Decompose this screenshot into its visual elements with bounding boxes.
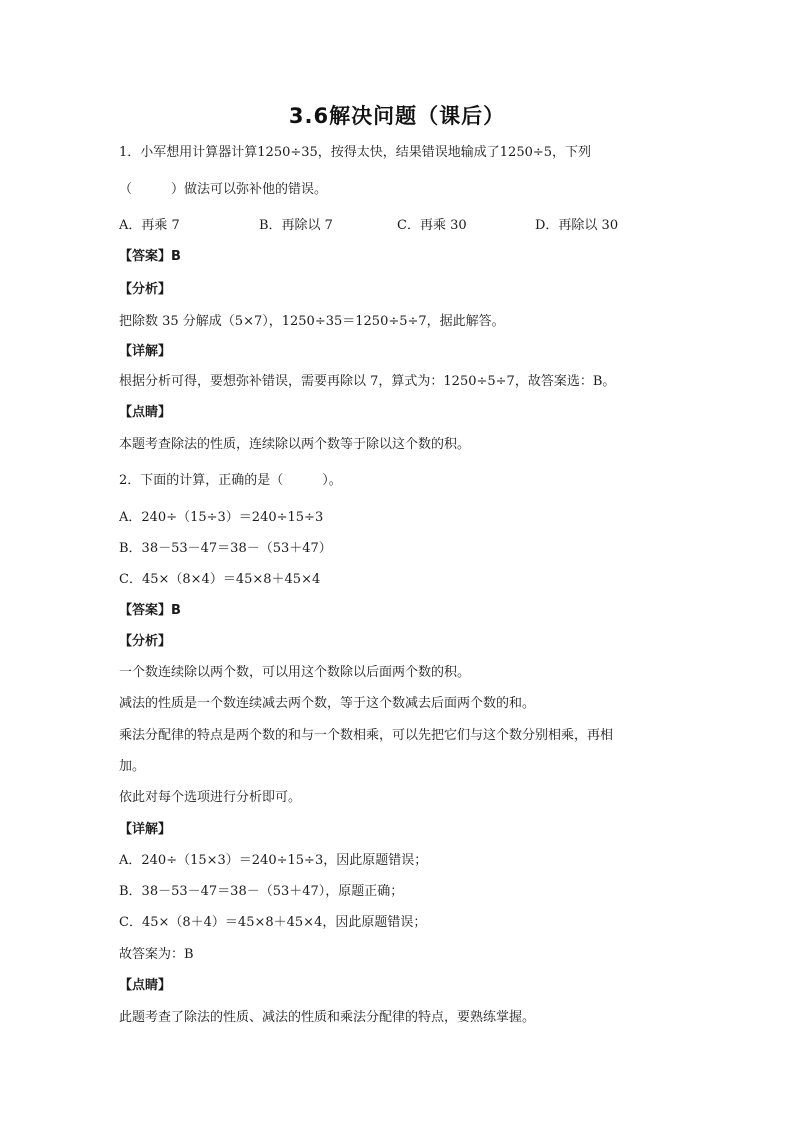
q2-comment: 此题考查了除法的性质、减法的性质和乘法分配律的特点，要熟练掌握。 <box>119 1010 536 1025</box>
q2-analysis-line: 一个数连续除以两个数，可以用这个数除以后面两个数的积。 <box>119 665 471 680</box>
q1-option-c: C．再乘 30 <box>397 218 467 233</box>
q2-detail-head: 【详解】 <box>119 822 172 837</box>
q1-option-d: D．再除以 30 <box>535 218 619 233</box>
q2-answer: 【答案】B <box>119 603 181 618</box>
q2-analysis-head: 【分析】 <box>119 634 172 649</box>
q1-detail: 根据分析可得，要想弥补错误，需要再除以 7，算式为：1250÷5÷7，故答案选：B。 <box>119 374 616 389</box>
q2-detail-line: B．38－53－47＝38－（53＋47），原题正确； <box>119 884 404 899</box>
q2-option-a: A．240÷（15÷3）＝240÷15÷3 <box>119 510 324 525</box>
q2-analysis-line: 依此对每个选项进行分析即可。 <box>119 790 302 805</box>
q1-answer: 【答案】B <box>119 249 181 264</box>
q2-option-b: B．38－53－47＝38－（53＋47） <box>119 541 332 556</box>
q2-analysis-line: 减法的性质是一个数连续减去两个数，等于这个数减去后面两个数的和。 <box>119 696 536 711</box>
q1-comment-head: 【点睛】 <box>119 405 172 420</box>
q2-comment-head: 【点睛】 <box>119 978 172 993</box>
q2-analysis-line: 加。 <box>119 759 146 774</box>
q2-detail-line: A．240÷（15×3）＝240÷15÷3，因此原题错误； <box>119 853 428 868</box>
q2-option-c: C．45×（8×4）＝45×8＋45×4 <box>119 572 321 587</box>
q2-detail-line: C．45×（8＋4）＝45×8＋45×4，因此原题错误； <box>119 915 427 930</box>
q1-analysis-head: 【分析】 <box>119 282 172 297</box>
q1-comment: 本题考查除法的性质，连续除以两个数等于除以这个数的积。 <box>119 437 471 452</box>
q2-detail-line: 故答案为：B <box>119 947 194 962</box>
q2-stem: 2．下面的计算，正确的是（ ）。 <box>119 473 342 488</box>
q1-stem-line2: （ ）做法可以弥补他的错误。 <box>119 182 328 197</box>
page-title: 3.6解决问题（课后） <box>288 104 506 128</box>
q2-analysis-line: 乘法分配律的特点是两个数的和与一个数相乘，可以先把它们与这个数分别相乘，再相 <box>119 728 614 743</box>
q1-option-b: B．再除以 7 <box>259 218 333 233</box>
q1-analysis: 把除数 35 分解成（5×7），1250÷35＝1250÷5÷7，据此解答。 <box>119 314 505 329</box>
q1-detail-head: 【详解】 <box>119 344 172 359</box>
q1-stem-line1: 1．小军想用计算器计算1250÷35，按得太快，结果错误地输成了1250÷5，下列 <box>119 145 592 160</box>
q1-option-a: A．再乘 7 <box>119 218 180 233</box>
